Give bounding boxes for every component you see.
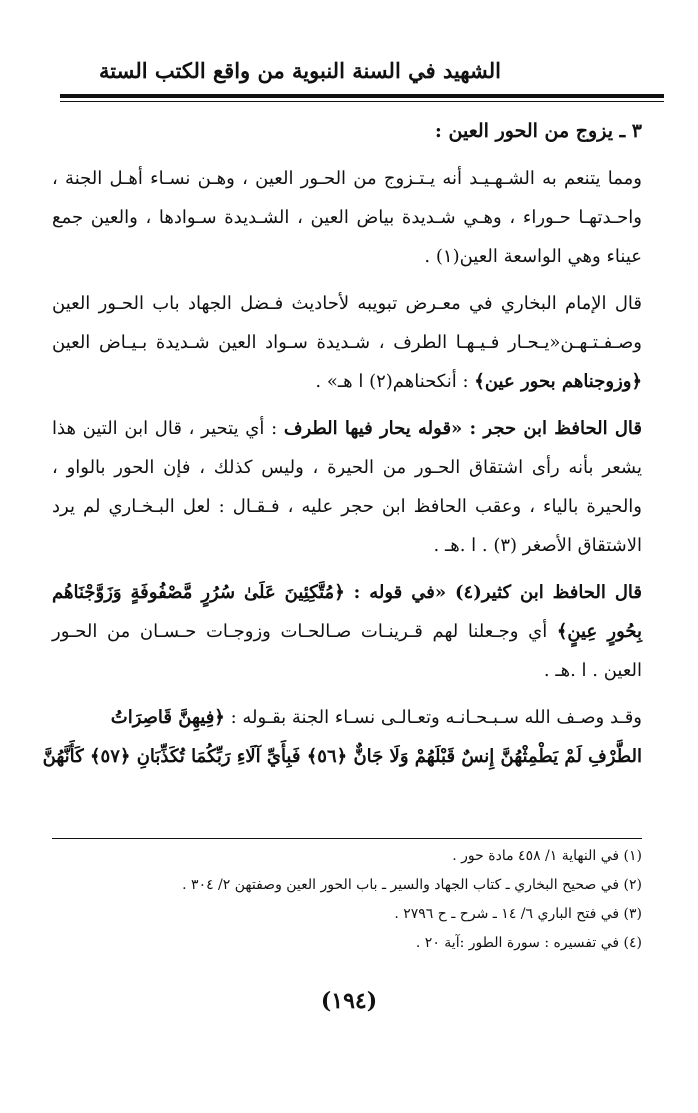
paragraph-5-quran-2: الطَّرْفِ لَمْ يَطْمِثْهُنَّ إِنسٌ قَبْلَهُمْ وَلَا جَانٌّ ﴿٥٦﴾ فَبِأَيِّ آلَاءِ رَبِّكُمَا تُكَذِّبَانِ ﴿٥٧﴾ كَأَنَّهُنَّ [42,746,642,767]
page-number: (١٩٤) [320,988,378,1014]
paragraph-2-quran: ﴿وزوجناهم بحور عين﴾ [474,371,642,392]
section-heading: ٣ ـ يزوج من الحور العين : [434,120,642,142]
header-rule-thick [60,94,664,98]
paragraph-4-text [52,573,642,690]
paragraph-4-rest: أي وجـعلنا لهم قـرينـات صـالحـات وزوجـات حـسـان من الحـور العين . ا .هـ . [52,621,642,681]
paragraph-4-quran: ﴿مُتَّكِئِينَ عَلَىٰ سُرُرٍ مَّصْفُوفَةٍ وَزَوَّجْنَاهُم بِحُورٍ عِينٍ﴾ [52,582,643,642]
paragraph-1 [52,159,642,276]
paragraph-3-rest: : أي يتحير ، قال ابن التين هذا يشعر بأنه رأى اشتقاق الحـور من الحيرة ، وليس كذلك ، فإن الحور بالواو ، والحيرة بالياء ، وعقب الحافظ ابن حجر عليه ، فـقـال : لعل البـخـاري لم يرد الاشتقاق الأصغر (٣) . ا .هـ . [52,418,642,556]
paragraph-5 [42,698,642,776]
footnote-4: (٤) في تفسيره : سورة الطور :آية ٢٠ . [415,935,642,951]
paragraph-1-text: ومما يتنعم به الشـهـيـد أنه يـتـزوج من الحـور العين ، وهـن نسـاء أهـل الجنة ، واحـدتهـا حـوراء ، وهـي شـديدة بياض العين ، الشـديدة سـوادها ، والعين جمع عيناء وهي الواسعة العين(١) . [52,168,642,267]
paragraph-5-lead: وقـد وصـف الله سـبـحـانـه وتعـالـى نسـاء الجنة بقـوله : [224,707,642,728]
footnote-separator [52,838,642,839]
paragraph-5-line-1 [52,698,642,737]
header-rule-thin [60,101,664,102]
paragraph-4 [52,573,642,690]
section-heading-block [52,112,642,151]
footnote-3: (٣) في فتح الباري ٦/ ١٤ ـ شرح ـ ح ٢٧٩٦ . [394,906,642,922]
paragraph-3-lead: قال الحافظ ابن حجر : «قوله يحار فيها الطرف [283,418,642,439]
paragraph-4-lead: قال الحافظ ابن كثير(٤) «في قوله : [344,582,643,603]
footnote-1: (١) في النهاية ١/ ٤٥٨ مادة حور . [452,848,642,864]
paragraph-3 [52,409,642,565]
paragraph-2-text [52,284,642,401]
paragraph-5-quran-1: ﴿فِيهِنَّ قَاصِرَاتُ [110,707,225,728]
paragraph-2-part-b: : أنكحناهم(٢) ا هـ» . [315,371,475,392]
running-header-title: الشهيد في السنة النبوية من واقع الكتب الستة [99,58,501,83]
footnotes [52,842,642,958]
footnote-2: (٢) في صحيح البخاري ـ كتاب الجهاد والسير ـ باب الحور العين وصفتهن ٢/ ٣٠٤ . [182,877,642,893]
paragraph-2-part-a: قال الإمام البخاري في معـرض تبويبه لأحاديث فـضل الجهاد باب الحـور العين وصـفـتـهـن«يـحـار فـيـهـا الطرف ، شـديدة سـواد العين شـديدة بـيـاض العين [52,293,642,353]
paragraph-2 [52,284,642,401]
paragraph-3-text [52,409,642,565]
body-text [42,112,643,784]
